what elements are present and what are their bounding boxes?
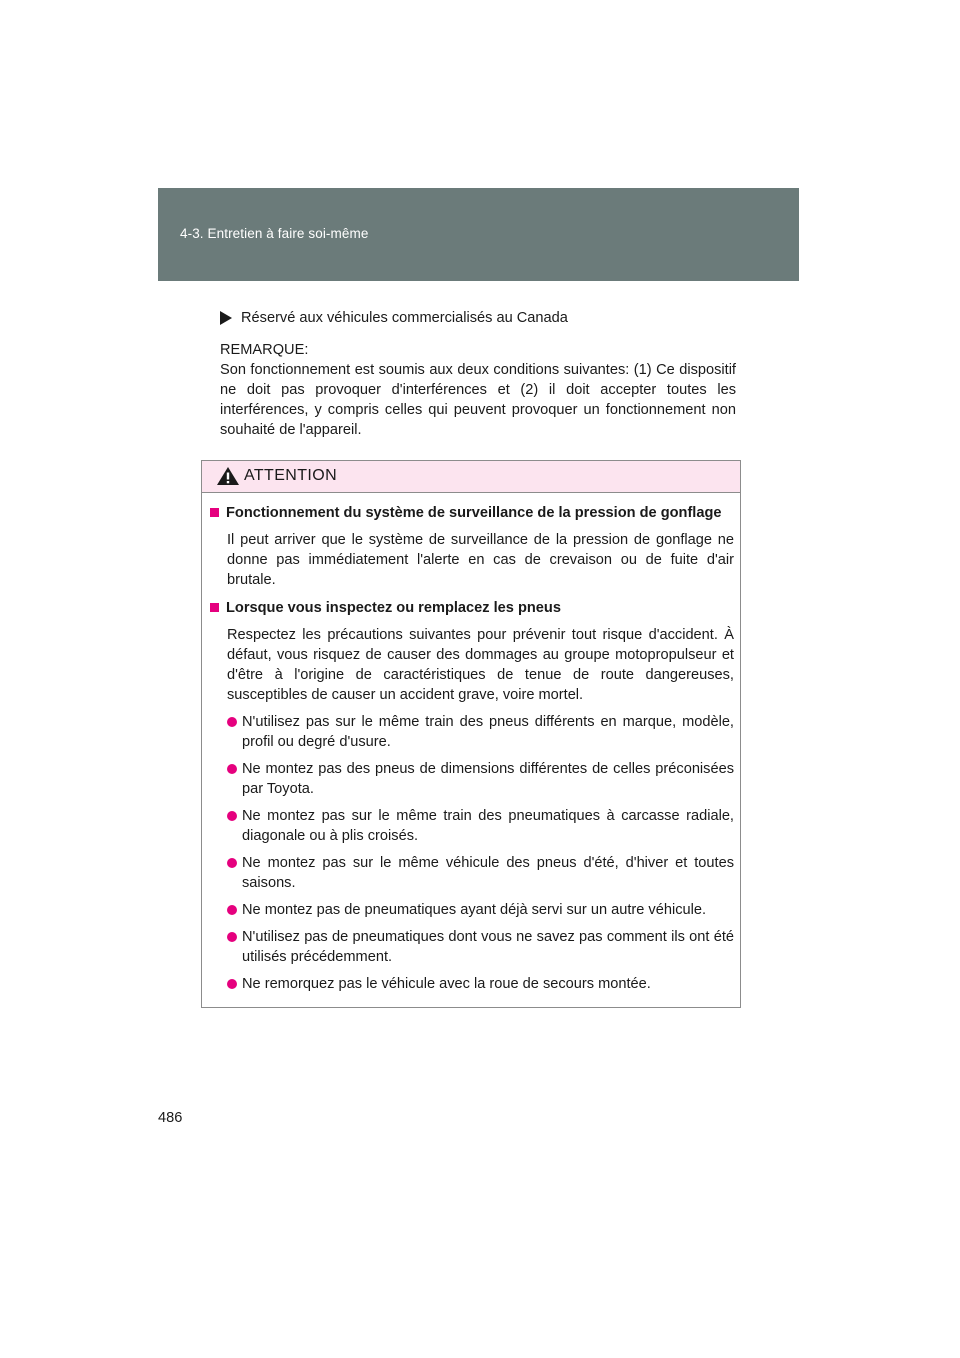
warning-box <box>201 460 741 1008</box>
list-item: N'utilisez pas de pneumatiques dont vous ne savez pas comment ils ont été utilisés précédemment. <box>227 927 734 967</box>
section-heading: Lorsque vous inspectez ou remplacez les pneus <box>226 600 561 616</box>
circle-bullet-icon <box>227 858 237 868</box>
warning-header <box>202 461 740 493</box>
circle-bullet-icon <box>227 905 237 915</box>
square-bullet-icon <box>210 603 219 612</box>
circle-bullet-icon <box>227 811 237 821</box>
section-text: Il peut arriver que le système de surveillance de la pression de gonflage ne donne pas immédiatement l'alerte en cas de crevaison ou de fuite d'air brutale. <box>227 532 734 588</box>
circle-bullet-icon <box>227 717 237 727</box>
section-text: Respectez les précautions suivantes pour prévenir tout risque d'accident. À défaut, vous risquez de causer des dommages au groupe motopropulseur et d'être à l'origine de caractéristiques de tenue de route dangereuses, susceptibles de causer un accident grave, voire mortel. <box>227 627 734 703</box>
remarque-label: REMARQUE: <box>220 342 309 358</box>
list-item: Ne montez pas sur le même train des pneumatiques à carcasse radiale, diagonale ou à plis croisés. <box>227 806 734 846</box>
circle-bullet-icon <box>227 932 237 942</box>
intro-block <box>220 308 736 440</box>
warning-title: ATTENTION <box>244 467 338 484</box>
canada-note-text: Réservé aux véhicules commercialisés au Canada <box>241 310 568 326</box>
section-title: 4-3. Entretien à faire soi-même <box>180 226 369 241</box>
list-item: Ne montez pas de pneumatiques ayant déjà servi sur un autre véhicule. <box>227 900 734 920</box>
circle-bullet-icon <box>227 979 237 989</box>
triangle-right-icon <box>220 311 232 325</box>
square-bullet-icon <box>210 508 219 517</box>
list-item: Ne montez pas des pneus de dimensions différentes de celles préconisées par Toyota. <box>227 759 734 799</box>
remarque-text: Son fonctionnement est soumis aux deux conditions suivantes: (1) Ce dispositif ne doit pas provoquer d'interférences et (2) il doit accepter toutes les interférences, y compris celles qui peuvent provoquer un fonctionnement non souhaité de l'appareil. <box>220 362 736 438</box>
warning-triangle-icon <box>216 466 240 486</box>
page-number: 486 <box>158 1110 183 1126</box>
list-item: N'utilisez pas sur le même train des pneus différents en marque, modèle, profil ou degré d'usure. <box>227 712 734 752</box>
list-item: Ne montez pas sur le même véhicule des pneus d'été, d'hiver et toutes saisons. <box>227 853 734 893</box>
warning-body <box>202 493 740 994</box>
warning-section-1 <box>210 503 734 590</box>
list-item: Ne remorquez pas le véhicule avec la roue de secours montée. <box>227 974 734 994</box>
warning-section-2 <box>210 598 734 994</box>
section-header-band <box>158 188 799 281</box>
canada-note <box>220 308 736 328</box>
section-heading: Fonctionnement du système de surveillance de la pression de gonflage <box>226 505 722 521</box>
circle-bullet-icon <box>227 764 237 774</box>
